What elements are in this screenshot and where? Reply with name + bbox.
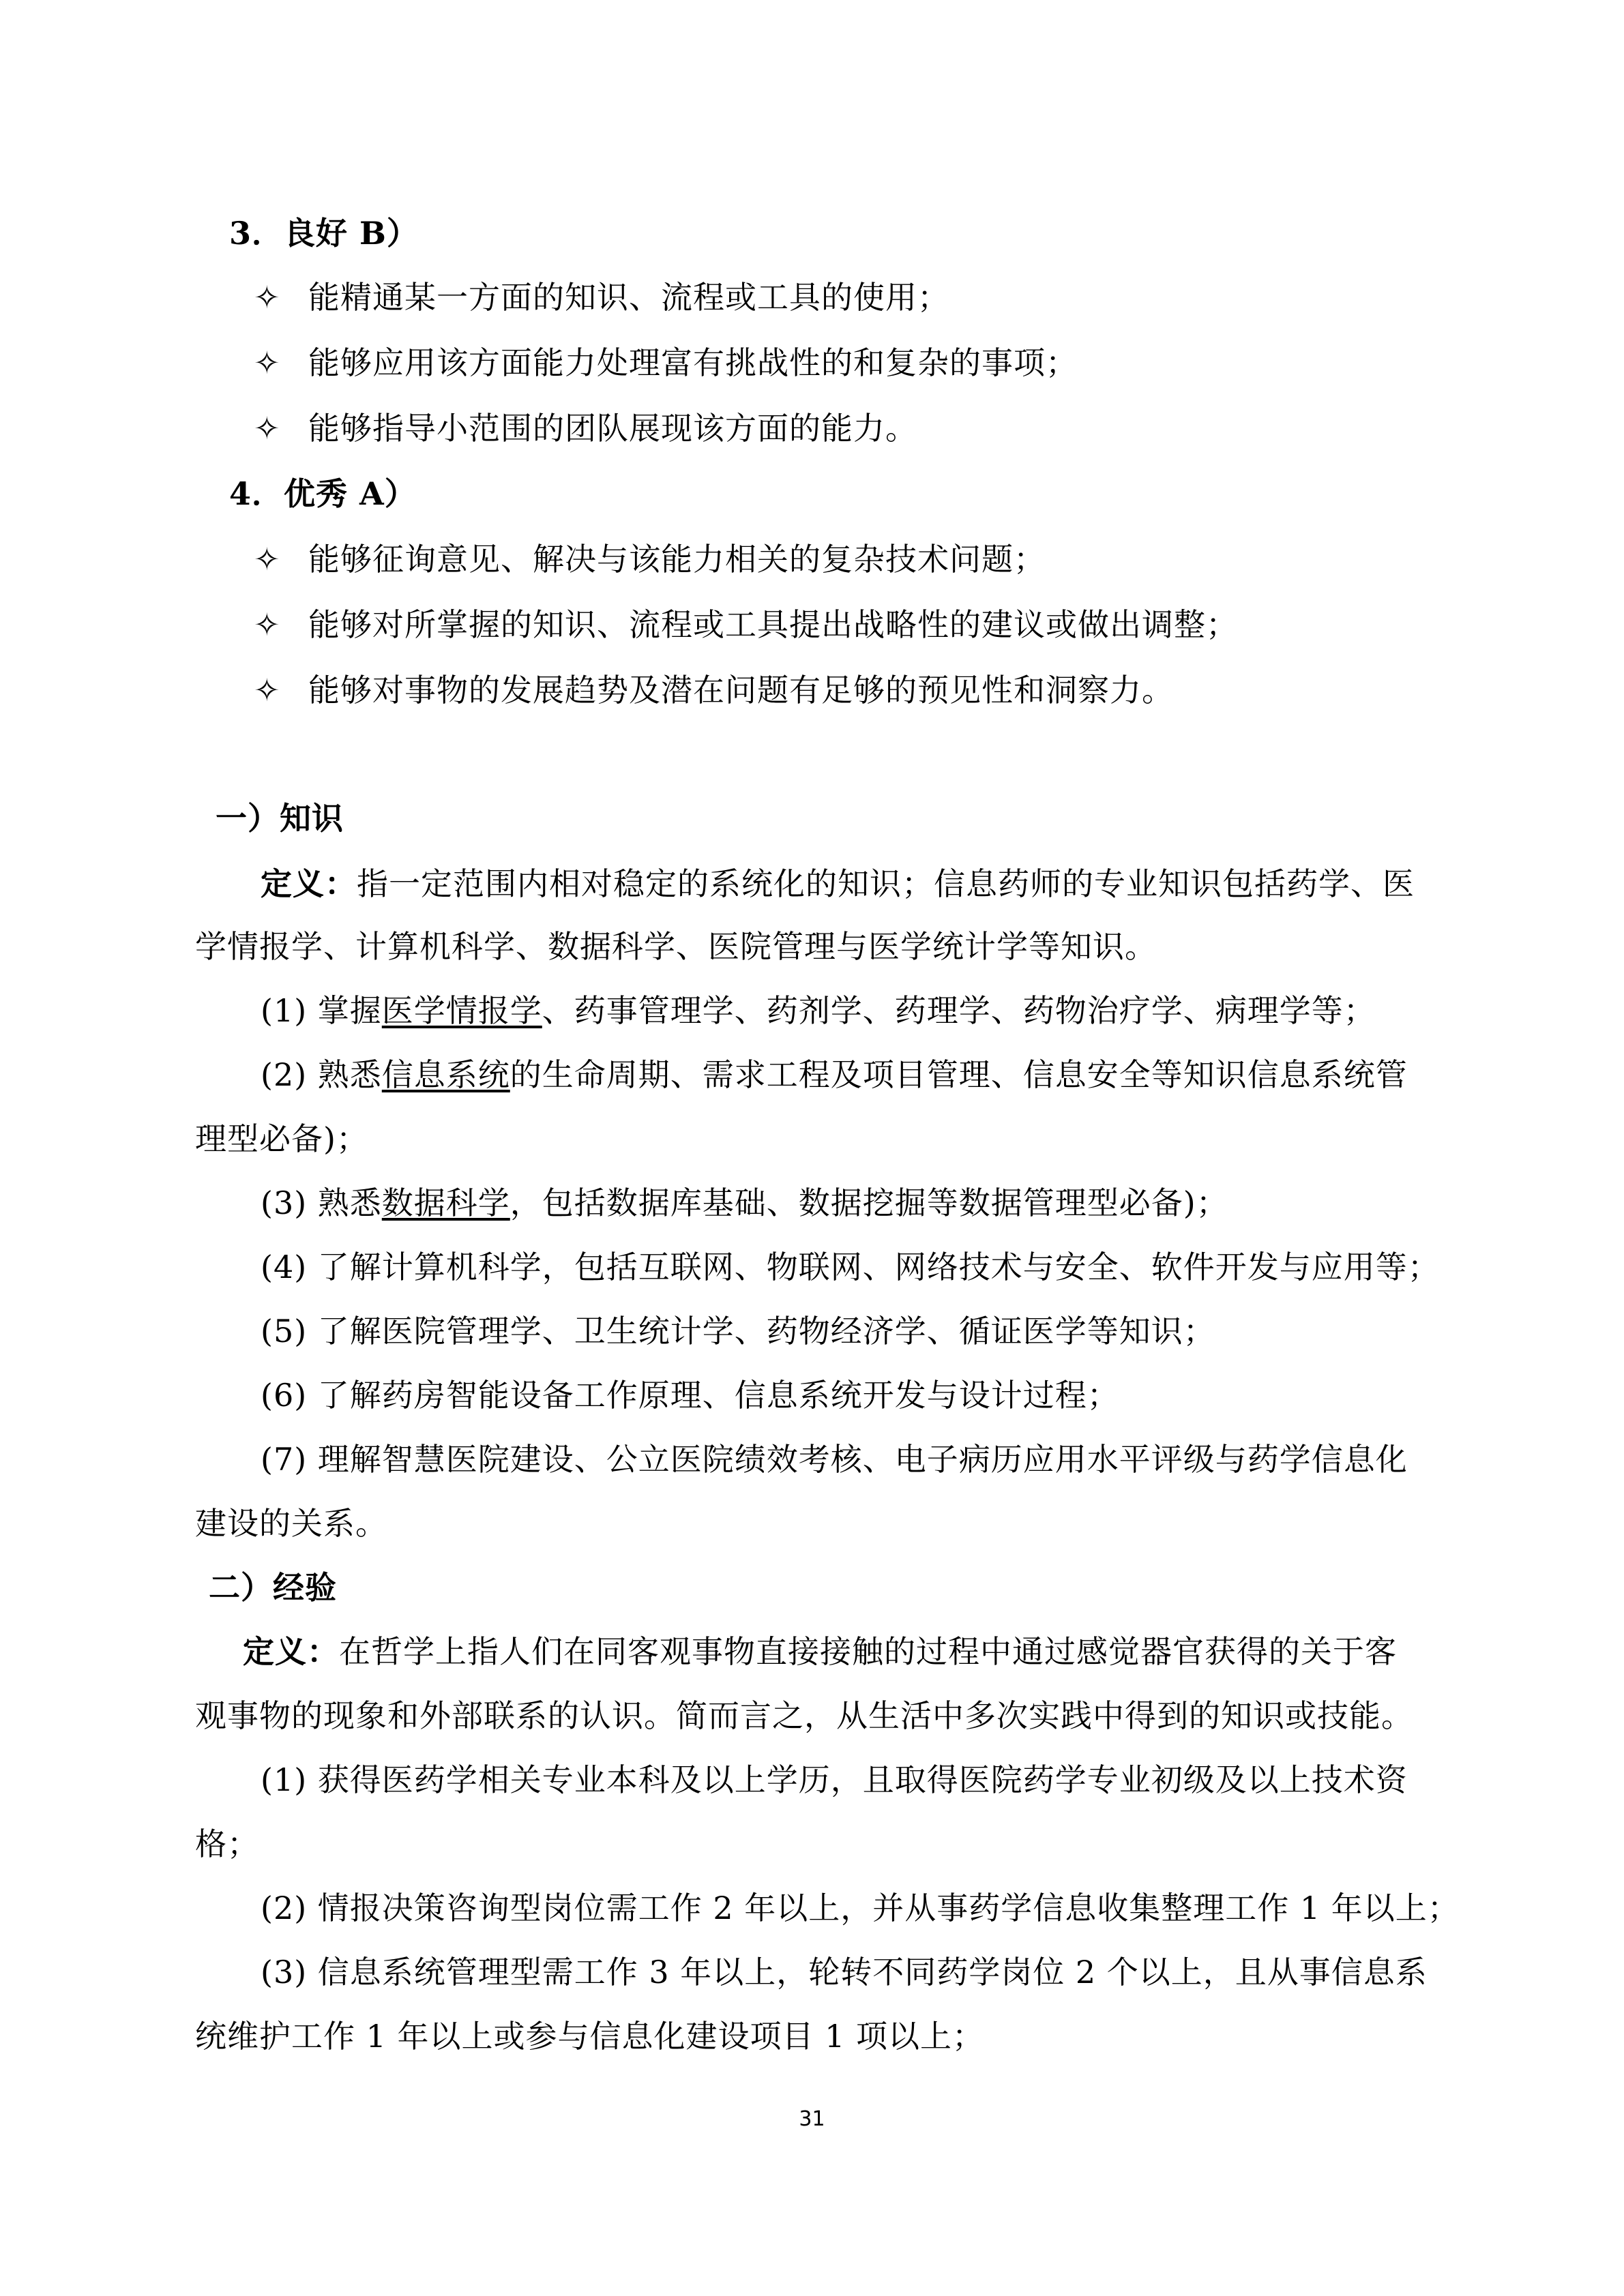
bullet-text: 能精通某一方面的知识、流程或工具的使用； [308,279,949,316]
diamond-star-bullet-icon: ✧ [254,410,281,447]
knowledge-heading: 一）知识 [216,800,344,837]
knowledge-item-7: (7) 理解智慧医院建设、公立医院绩效考核、电子病历应用水平评级与药学信息化 [261,1441,1408,1478]
level-b-item [254,277,949,318]
definition-label: 定义： [243,1633,339,1670]
level-a-heading: 4．优秀 A） [229,475,417,512]
item-text: ，包括数据库基础、数据挖掘等数据管理型必备)； [510,1184,1228,1221]
level-b-item [254,342,1078,383]
diamond-star-bullet-icon: ✧ [254,541,281,578]
experience-item-3-continued: 统维护工作 1 年以上或参与信息化建设项目 1 项以上； [195,2018,985,2055]
level-b-heading: 3．良好 B） [229,215,419,252]
level-a-item [254,539,1046,580]
bullet-text: 能够征询意见、解决与该能力相关的复杂技术问题； [308,541,1046,578]
diamond-star-bullet-icon: ✧ [254,279,281,316]
underlined-term: 医学情报学 [381,992,542,1029]
bullet-text: 能够应用该方面能力处理富有挑战性的和复杂的事项； [308,344,1078,381]
experience-item-2: (2) 情报决策咨询型岗位需工作 2 年以上，并从事药学信息收集整理工作 1 年以上； [261,1890,1460,1926]
knowledge-item-5: (5) 了解医院管理学、卫生统计学、药物经济学、循证医学等知识； [261,1313,1215,1350]
knowledge-definition [261,863,1415,904]
experience-definition [243,1631,1397,1672]
knowledge-item-7-continued: 建设的关系。 [195,1505,387,1542]
item-text: (3) 熟悉 [261,1184,382,1221]
experience-item-1: (1) 获得医药学相关专业本科及以上学历，且取得医院药学专业初级及以上技术资 [261,1761,1408,1798]
knowledge-item-2-continued: 理型必备)； [195,1120,368,1157]
item-text: 、药事管理学、药剂学、药理学、药物治疗学、病理学等； [542,992,1376,1029]
definition-text: 在哲学上指人们在同客观事物直接接触的过程中通过感觉器官获得的关于客 [339,1633,1397,1670]
knowledge-item-6: (6) 了解药房智能设备工作原理、信息系统开发与设计过程； [261,1377,1119,1414]
item-text: 的生命周期、需求工程及项目管理、信息安全等知识信息系统管 [510,1056,1408,1093]
diamond-star-bullet-icon: ✧ [254,606,281,643]
page-number: 31 [799,2107,825,2131]
diamond-star-bullet-icon: ✧ [254,672,281,709]
item-text: (2) 熟悉 [261,1056,382,1093]
underlined-term: 信息系统 [381,1056,510,1093]
knowledge-item-1 [261,990,1376,1031]
knowledge-definition-continued: 学情报学、计算机科学、数据科学、医院管理与医学统计学等知识。 [195,928,1157,965]
item-text: (1) 掌握 [261,992,382,1029]
bullet-text: 能够对所掌握的知识、流程或工具提出战略性的建议或做出调整； [308,606,1238,643]
bullet-text: 能够指导小范围的团队展现该方面的能力。 [308,410,917,447]
knowledge-item-4: (4) 了解计算机科学，包括互联网、物联网、网络技术与安全、软件开发与应用等； [261,1249,1440,1285]
bullet-text: 能够对事物的发展趋势及潜在问题有足够的预见性和洞察力。 [308,672,1174,709]
level-b-item [254,408,917,449]
experience-definition-continued: 观事物的现象和外部联系的认识。简而言之，从生活中多次实践中得到的知识或技能。 [195,1697,1413,1734]
underlined-term: 数据科学 [381,1184,510,1221]
experience-heading: 二）经验 [209,1569,337,1606]
knowledge-item-3 [261,1182,1228,1223]
level-a-item [254,604,1238,645]
knowledge-item-2 [261,1054,1408,1095]
experience-item-1-continued: 格； [195,1825,259,1862]
definition-label: 定义： [261,865,357,902]
experience-item-3: (3) 信息系统管理型需工作 3 年以上，轮转不同药学岗位 2 个以上，且从事信息系 [261,1954,1428,1991]
diamond-star-bullet-icon: ✧ [254,344,281,381]
definition-text: 指一定范围内相对稳定的系统化的知识；信息药师的专业知识包括药学、医 [357,865,1415,902]
level-a-item [254,670,1174,711]
